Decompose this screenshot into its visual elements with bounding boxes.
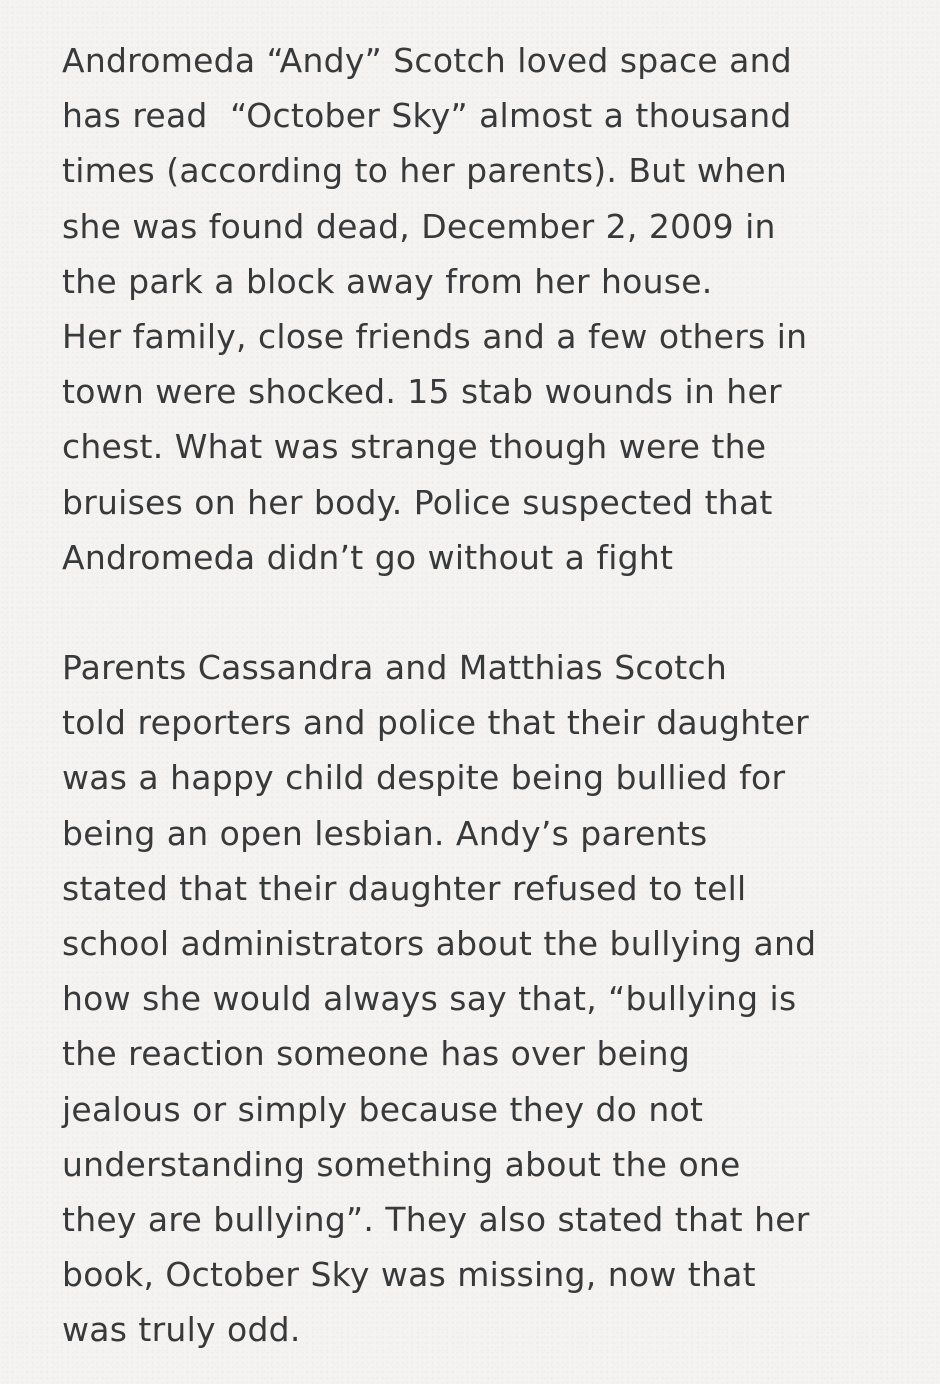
text-line: has read “October Sky” almost a thousand — [62, 96, 792, 136]
text-line: times (according to her parents). But when — [62, 151, 787, 191]
text-line: Her family, close friends and a few others in — [62, 316, 808, 356]
text-line: she was found dead, December 2, 2009 in — [62, 206, 776, 246]
text-line: Andromeda “Andy” Scotch loved space and — [62, 41, 792, 80]
text-line: town were shocked. 15 stab wounds in her — [62, 372, 782, 412]
text-line: jealous or simply because they do not — [62, 1089, 704, 1129]
text-line: book, October Sky was missing, now that — [62, 1255, 756, 1295]
text-line: being an open lesbian. Andy’s parents — [62, 813, 708, 853]
note-body — [62, 33, 922, 1358]
paragraph-2 — [62, 640, 922, 1357]
text-line: the reaction someone has over being — [62, 1034, 691, 1074]
text-line: Andromeda didn’t go without a fight — [62, 537, 674, 577]
paragraph-1 — [62, 33, 922, 585]
text-line: was truly odd. — [62, 1310, 301, 1350]
text-line: understanding something about the one — [62, 1144, 741, 1184]
text-line: the park a block away from her house. — [62, 261, 713, 301]
text-line: Parents Cassandra and Matthias Scotch — [62, 648, 727, 688]
text-line: how she would always say that, “bullying is — [62, 979, 797, 1019]
text-line: was a happy child despite being bullied for — [62, 758, 786, 798]
text-line: chest. What was strange though were the — [62, 427, 767, 467]
text-line: told reporters and police that their daughter — [62, 703, 809, 743]
paragraph-spacer — [62, 585, 922, 640]
text-line: they are bullying”. They also stated that her — [62, 1199, 810, 1239]
text-line: bruises on her body. Police suspected that — [62, 482, 773, 522]
text-line: school administrators about the bullying and — [62, 924, 817, 963]
text-line: stated that their daughter refused to tell — [62, 868, 747, 908]
